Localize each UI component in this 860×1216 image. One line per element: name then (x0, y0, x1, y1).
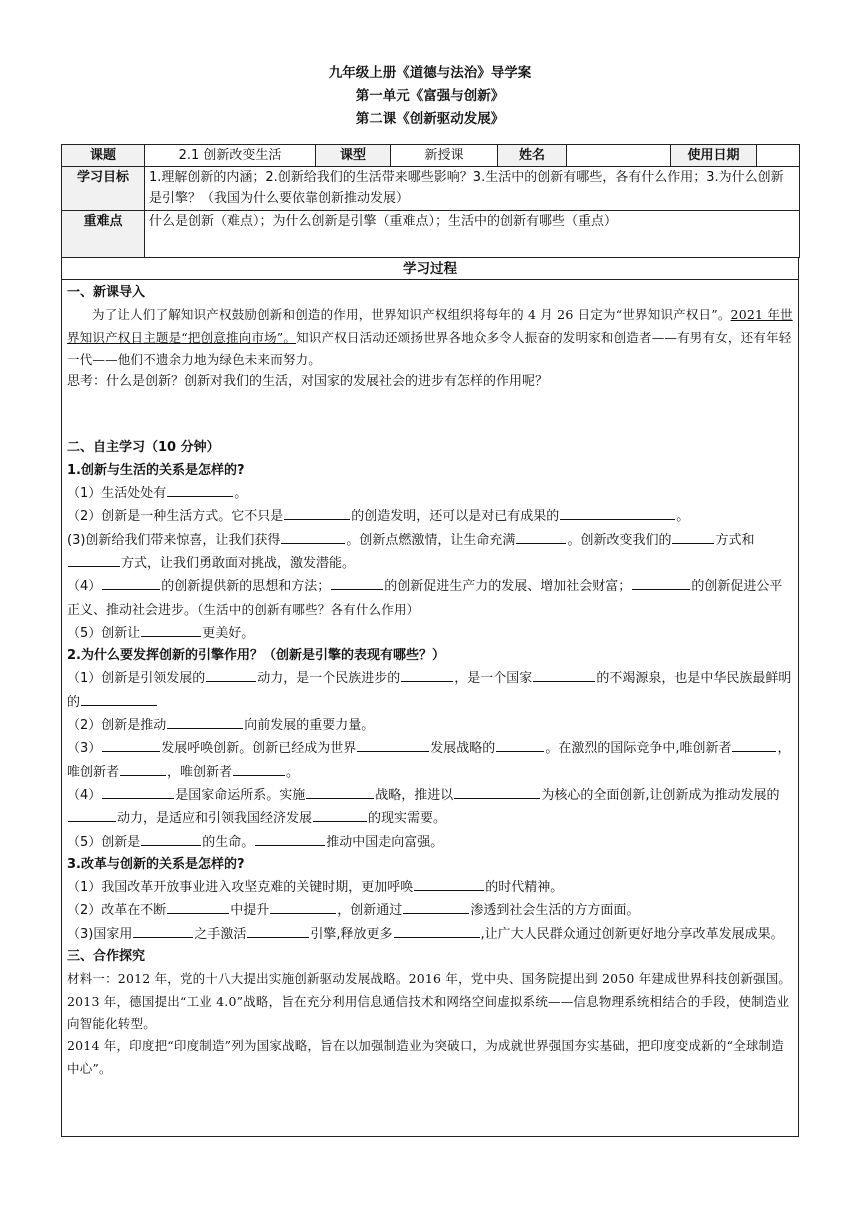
blank[interactable] (306, 784, 374, 799)
blank[interactable] (560, 505, 675, 520)
text: （1）创新是引领发展的 (67, 671, 206, 687)
spacer (67, 393, 793, 437)
intro-text-c: 知识产权日活动还颂扬世界各地众多令人振奋的发明家和创造者——有男有女，还有年轻一代——他们不遗余力地为绿色未来而努力。 (67, 329, 792, 367)
text: 是国家命运所系。实施 (175, 787, 306, 803)
blank[interactable] (120, 761, 166, 776)
text: 方式，让我们勇敢面对挑战，激发潜能。 (121, 555, 356, 571)
key-value: 什么是创新（难点）；为什么创新是引擎（重难点）；生活中的创新有哪些（重点） (145, 211, 800, 258)
q3-item-1 (67, 876, 793, 899)
text: 的创新提供新的思想和方法； (161, 579, 331, 595)
q1-item-3 (67, 529, 793, 576)
text: 的现实需要。 (368, 811, 447, 827)
q3-item-2 (67, 899, 793, 922)
text: (3)创新给我们带来惊喜，让我们获得 (67, 532, 281, 548)
name-label: 姓名 (498, 145, 567, 167)
text: ，是一个国家 (454, 671, 533, 687)
blank[interactable] (167, 482, 233, 497)
document-header (0, 62, 860, 131)
text: ,让广大人民群众通过创新更好地分享改革发展成果。 (480, 926, 784, 942)
text: 。创新点燃激情，让生命充满 (346, 532, 516, 548)
q2-item-5 (67, 831, 793, 854)
blank[interactable] (331, 575, 383, 590)
q1-item-1 (67, 482, 793, 505)
q2-item-4 (67, 784, 793, 831)
text: （3)国家用 (67, 926, 133, 942)
material-3: 2014 年，印度把“印度制造”列为国家战略，旨在以加强制造业为突破口，为成就世界强国夯实基础，把印度变成新的“全球制造中心”。 (67, 1038, 784, 1076)
material-1: 材料一：2012 年，党的十八大提出实施创新驱动发展战略。2016 年，党中央、国务院提出到 2050 年建成世界科技创新强国。 (67, 971, 792, 987)
text: 方式和 (715, 532, 755, 548)
text: ，创新通过 (337, 903, 403, 919)
blank[interactable] (533, 667, 595, 682)
blank[interactable] (255, 831, 325, 846)
blank[interactable] (454, 784, 540, 799)
text: ，唯创新者 (167, 764, 233, 780)
text: （4） (67, 787, 102, 803)
text: 。 (286, 764, 300, 780)
blank[interactable] (414, 876, 484, 891)
text: 为核心的全面创新,让创新成为推动发展的 (541, 787, 780, 803)
date-field[interactable] (757, 145, 800, 167)
unit-title: 第一单元《富强与创新》 (355, 88, 505, 104)
blank[interactable] (516, 529, 566, 544)
process-content (61, 279, 799, 1137)
q3-item-3 (67, 923, 793, 946)
blank[interactable] (68, 807, 116, 822)
question-2-title: 2.为什么要发挥创新的引擎作用？（创新是引擎的表现有哪些？） (67, 648, 445, 664)
text: （4） (67, 579, 102, 595)
intro-paragraph (67, 304, 793, 371)
blank[interactable] (313, 807, 367, 822)
blank[interactable] (496, 737, 544, 752)
blank[interactable] (141, 831, 201, 846)
lesson-title: 第二课《创新驱动发展》 (355, 111, 505, 127)
blank[interactable] (68, 552, 120, 567)
document-title: 九年级上册《道德与法治》导学案 (328, 65, 532, 81)
text: （3） (67, 741, 102, 757)
intro-think: 思考：什么是创新？创新对我们的生活，对国家的发展社会的进步有怎样的作用呢？ (67, 374, 549, 390)
blank[interactable] (403, 899, 469, 914)
text: （1）生活处处有 (67, 486, 167, 502)
blank[interactable] (141, 622, 201, 637)
blank[interactable] (270, 899, 336, 914)
text: 的创新促进生产力的发展、增加社会财富； (384, 579, 632, 595)
text: 渗透到社会生活的方方面面。 (470, 903, 640, 919)
intro-text-b: 2021 年世界知识产权日主题是“把创意推向市场”。 (67, 307, 793, 345)
goal-value: 1.理解创新的内涵；2.创新给我们的生活带来哪些影响？3.生活中的创新有哪些，各有什么作用；3.为什么创新是引擎？（我国为什么要依靠创新推动发展） (145, 167, 800, 211)
text: 战略，推进以 (375, 787, 454, 803)
text: 之手激活 (194, 926, 247, 942)
blank[interactable] (281, 529, 345, 544)
text: 的生命。 (202, 834, 255, 850)
type-label: 课型 (316, 145, 391, 167)
topic-label: 课题 (62, 145, 145, 167)
blank[interactable] (81, 691, 157, 706)
q2-item-2 (67, 714, 793, 737)
blank[interactable] (357, 737, 429, 752)
q2-item-3 (67, 737, 793, 784)
text: （2）改革在不断 (67, 903, 167, 919)
blank[interactable] (102, 784, 174, 799)
text: 。 (676, 509, 690, 525)
blank[interactable] (167, 714, 243, 729)
topic-value: 2.1 创新改变生活 (145, 145, 316, 167)
section-intro-title: 一、新课导入 (67, 285, 146, 300)
question-3-title: 3.改革与创新的关系是怎样的? (67, 856, 245, 872)
section-self-study-title: 二、自主学习（10 分钟） (67, 440, 220, 456)
text: （5）创新让 (67, 625, 141, 641)
blank[interactable] (401, 667, 453, 682)
text: 向前发展的重要力量。 (244, 718, 375, 734)
blank[interactable] (233, 761, 285, 776)
text: 推动中国走向富强。 (326, 834, 444, 850)
lesson-info-table (61, 144, 800, 258)
q1-item-2 (67, 505, 793, 528)
text: 。 (234, 486, 248, 502)
blank[interactable] (394, 923, 480, 938)
blank[interactable] (284, 505, 350, 520)
key-label: 重难点 (62, 211, 145, 258)
text: 的创造发明，还可以是对已有成果的 (351, 509, 560, 525)
text: 中提升 (230, 903, 270, 919)
text: 动力，是一个民族进步的 (257, 671, 401, 687)
material-2: 2013 年，德国提出“工业 4.0”战略，旨在充分利用信息通信技术和网络空间虚拟系统——信息物理系统相结合的手段，使制造业向智能化转型。 (67, 993, 790, 1031)
q1-item-4 (67, 575, 793, 622)
text: 发展战略的 (430, 741, 496, 757)
section-cooperation-title: 三、合作探究 (67, 949, 146, 965)
text: 引擎,释放更多 (310, 926, 393, 942)
q1-item-5 (67, 622, 793, 645)
blank[interactable] (632, 575, 690, 590)
q2-item-1 (67, 667, 793, 714)
blank[interactable] (102, 575, 160, 590)
type-value: 新授课 (391, 145, 498, 167)
text: （2）创新是一种生活方式。它不只是 (67, 509, 284, 525)
text: 的时代精神。 (485, 880, 564, 896)
blank[interactable] (102, 737, 160, 752)
text: （1）我国改革开放事业进入攻坚克难的关键时期，更加呼唤 (67, 880, 414, 896)
blank[interactable] (133, 923, 193, 938)
text: 。创新改变我们的 (567, 532, 672, 548)
process-title: 学习过程 (61, 257, 799, 279)
text: （生活中的创新有哪些？各有什么作用） (197, 601, 420, 617)
text: 。在激烈的国际竞争中,唯创新者 (545, 741, 732, 757)
date-label: 使用日期 (671, 145, 757, 167)
text: 的不竭源泉，也是中华民族最鲜明的 (67, 671, 792, 710)
text: 发展呼唤创新。创新已经成为世界 (161, 741, 357, 757)
text: 动力，是适应和引领我国经济发展 (117, 811, 313, 827)
intro-text-a: 为了让人们了解知识产权鼓励创新和创造的作用，世界知识产权组织将每年的 4 月 26 日定为“世界知识产权日”。 (92, 307, 731, 323)
name-field[interactable] (567, 145, 671, 167)
blank[interactable] (672, 529, 714, 544)
blank[interactable] (206, 667, 256, 682)
goal-label: 学习目标 (62, 167, 145, 211)
text: 的创新促进公平正义、推动社会进步。 (67, 579, 783, 618)
text: 更美好。 (202, 625, 255, 641)
blank[interactable] (247, 923, 309, 938)
text: （2）创新是推动 (67, 718, 167, 734)
blank[interactable] (732, 737, 776, 752)
text: （5）创新是 (67, 834, 141, 850)
question-1-title: 1.创新与生活的关系是怎样的? (67, 462, 245, 478)
blank[interactable] (167, 899, 229, 914)
text: ，唯创新者 (67, 741, 791, 780)
